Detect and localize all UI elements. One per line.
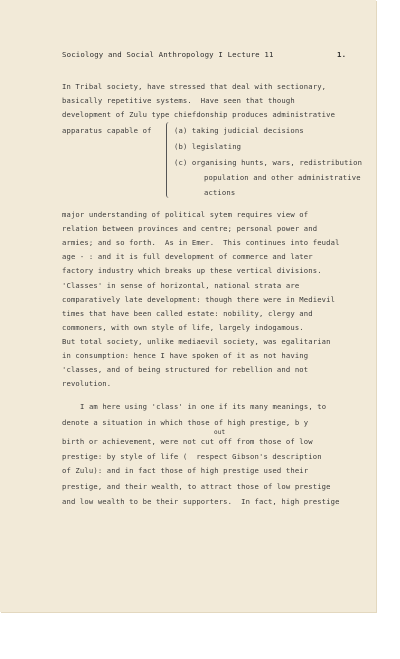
text-line: times that have been called estate: nobility, clergy and bbox=[62, 309, 313, 318]
list-item: population and other administrative bbox=[204, 173, 361, 182]
text-line: 'Classes' in sense of horizontal, national strata are bbox=[62, 281, 300, 290]
curly-brace bbox=[166, 122, 173, 198]
text-line: of Zulu): and in fact those of high prestige used their bbox=[62, 466, 309, 475]
text-line: revolution. bbox=[62, 379, 112, 388]
text-line: birth or achievement, were not cut off from those of low bbox=[62, 437, 313, 446]
list-item: actions bbox=[204, 188, 236, 197]
text-line: prestige, and their wealth, to attract those of low prestige bbox=[62, 482, 331, 491]
text-line: in consumption: hence I have spoken of it as not having bbox=[62, 351, 309, 360]
text-line: But total society, unlike mediaevil society, was egalitarian bbox=[62, 337, 331, 346]
text-line: I am here using 'class' in one if its many meanings, to bbox=[80, 402, 327, 411]
text-line: major understanding of political sytem requires view of bbox=[62, 210, 309, 219]
text-line: denote a situation in which those of high prestige, b y bbox=[62, 418, 309, 427]
page-number: 1. bbox=[337, 50, 347, 59]
text-line: basically repetitive systems. Have seen that though bbox=[62, 96, 295, 105]
list-item: (a) taking judicial decisions bbox=[174, 126, 304, 135]
text-line: In Tribal society, have stressed that deal with sectionary, bbox=[62, 82, 327, 91]
list-item: (c) organising hunts, wars, redistribution bbox=[174, 158, 363, 167]
text-line: prestige: by style of life ( respect Gibson's description bbox=[62, 452, 322, 461]
text-line: 'classes, and of being structured for rebellion and not bbox=[62, 365, 309, 374]
text-line: armies; and so forth. As in Emer. This continues into feudal bbox=[62, 238, 340, 247]
text-line: factory industry which breaks up these vertical divisions. bbox=[62, 266, 322, 275]
text-line: comparatively late development: though there were in Medievil bbox=[62, 295, 336, 304]
apparatus-lead: apparatus capable of bbox=[62, 126, 152, 135]
document-title: Sociology and Social Anthropology I Lecture 11 bbox=[62, 50, 274, 59]
text-line: age - : and it is full development of commerce and later bbox=[62, 252, 313, 261]
text-line: commoners, with own style of life, largely indogamous. bbox=[62, 323, 304, 332]
handwritten-insert: out bbox=[214, 429, 226, 436]
text-line: development of Zulu type chiefdonship produces administrative bbox=[62, 110, 336, 119]
list-item: (b) legislating bbox=[174, 142, 242, 151]
text-line: relation between provinces and centre; personal power and bbox=[62, 224, 318, 233]
text-line: and low wealth to be their supporters. In fact, high prestige bbox=[62, 497, 340, 506]
